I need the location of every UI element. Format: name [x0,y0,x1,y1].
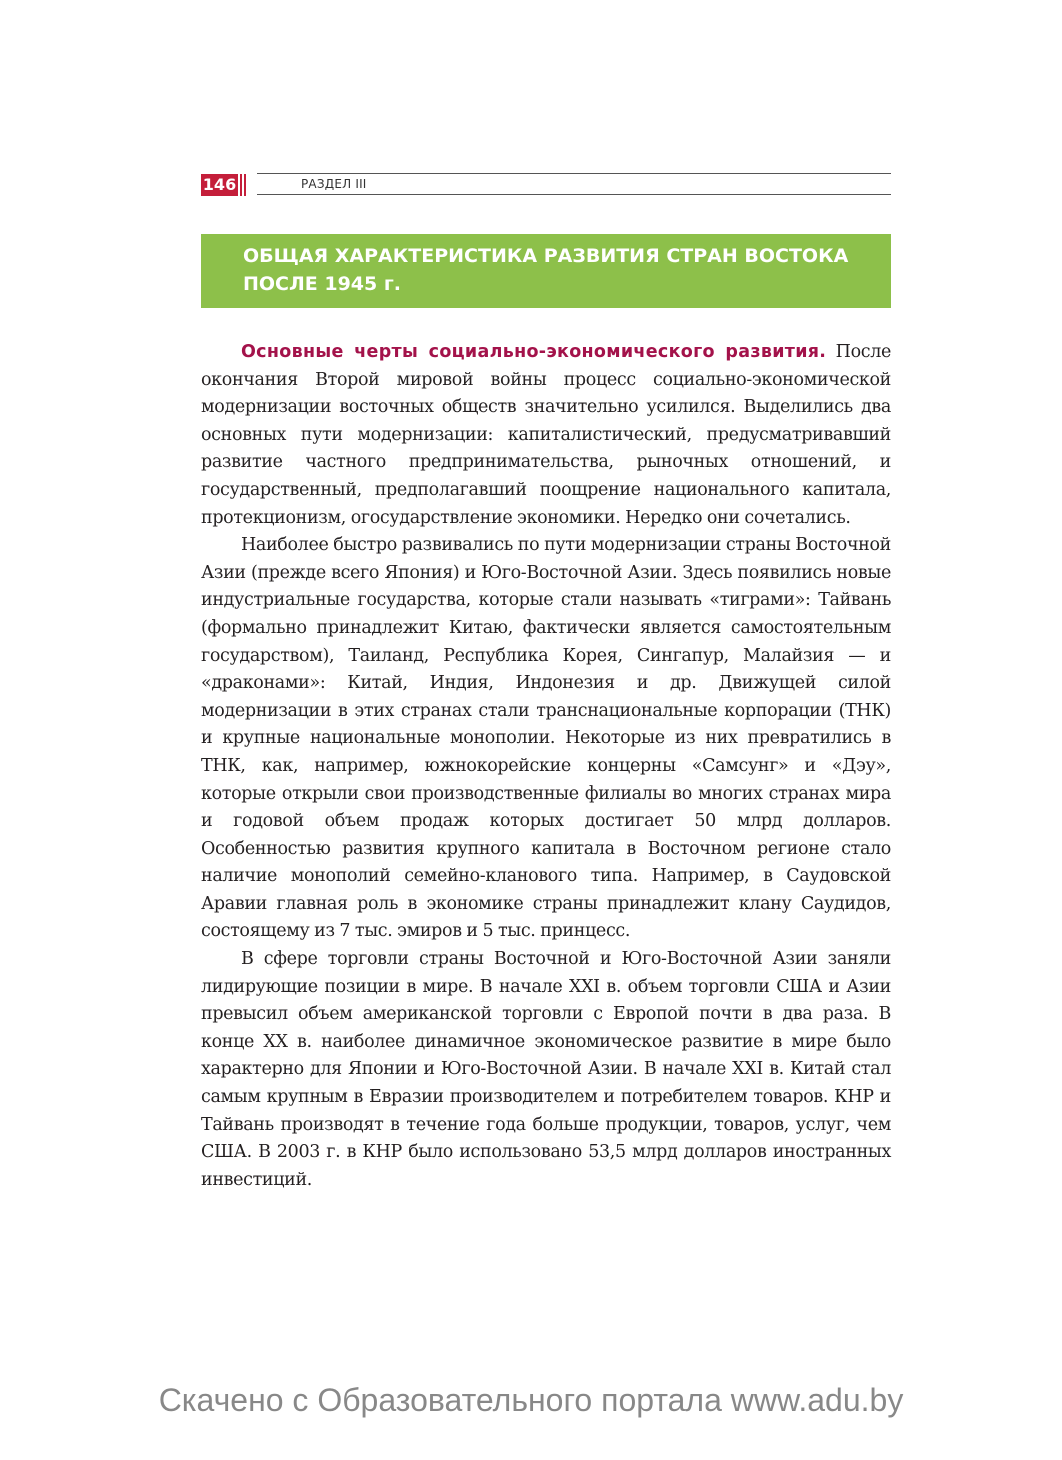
header-accent-bars [240,174,247,196]
download-watermark: Скачено с Образовательного портала www.adu.by [158,1382,904,1418]
paragraph-2: Наиболее быстро развивались по пути модернизации страны Восточной Азии (прежде всего Япония) и Юго-Восточной Азии. Здесь появились новые индустриальные государства, которые стали называть «тиграми»: Тайвань (формально принадлежит Китаю, фактически является самостоятельным государством), Таиланд, Республика Корея, Сингапур, Малайзия — и «драконами»: Китай, Индия, Индонезия и др. Движущей силой модернизации в этих странах стали транснациональные корпорации (ТНК) и крупные национальные монополии. Некоторые из них превратились в ТНК, как, например, южнокорейские концерны «Самсунг» и «Дэу», которые открыли свои производственные филиалы во многих странах мира и годовой объем продаж которых достигает 50 млрд долларов. Особенностью развития крупного капитала в Восточном регионе стало наличие монополий семейно-кланового типа. Например, в Саудовской Аравии главная роль в экономике страны принадлежит клану Саудидов, состоящему из 7 тыс. эмиров и 5 тыс. принцесс. [201,535,891,942]
header-rule-top [257,173,891,174]
subheading: Основные черты социально-экономического развития. [241,342,827,362]
chapter-banner [201,234,891,308]
body-text [201,339,891,1194]
chapter-title-line2: ПОСЛЕ 1945 г. [243,273,402,295]
chapter-title [243,242,871,298]
running-head [201,172,891,198]
header-rule-bottom [257,194,891,195]
paragraph-3: В сфере торговли страны Восточной и Юго-Восточной Азии заняли лидирующие позиции в мире. В начале XXI в. объем торговли США и Азии превысил объем американской торговли с Европой почти в два раза. В конце XX в. наиболее динамичное экономическое развитие в мире было характерно для Японии и Юго-Восточной Азии. В начале XXI в. Китай стал самым крупным в Евразии производителем и потребителем товаров. КНР и Тайвань производят в течение года больше продукции, товаров, услуг, чем США. В 2003 г. в КНР было использовано 53,5 млрд долларов иностранных инвестиций. [201,949,891,1190]
paragraph-1-text: После окончания Второй мировой войны процесс социально-экономической модернизации восточных обществ значительно усилился. Выделились два основных пути модернизации: капиталистический, предусматривавший развитие частного предпринимательства, рыночных отношений, и государственный, предполагавший поощрение национального капитала, протекционизм, огосударствление экономики. Нередко они сочетались. [201,342,891,528]
paragraph-1 [201,339,891,532]
section-label: РАЗДЕЛ III [301,177,367,191]
chapter-title-line1: ОБЩАЯ ХАРАКТЕРИСТИКА РАЗВИТИЯ СТРАН ВОСТОКА [243,245,849,267]
page-number: 146 [202,175,237,194]
